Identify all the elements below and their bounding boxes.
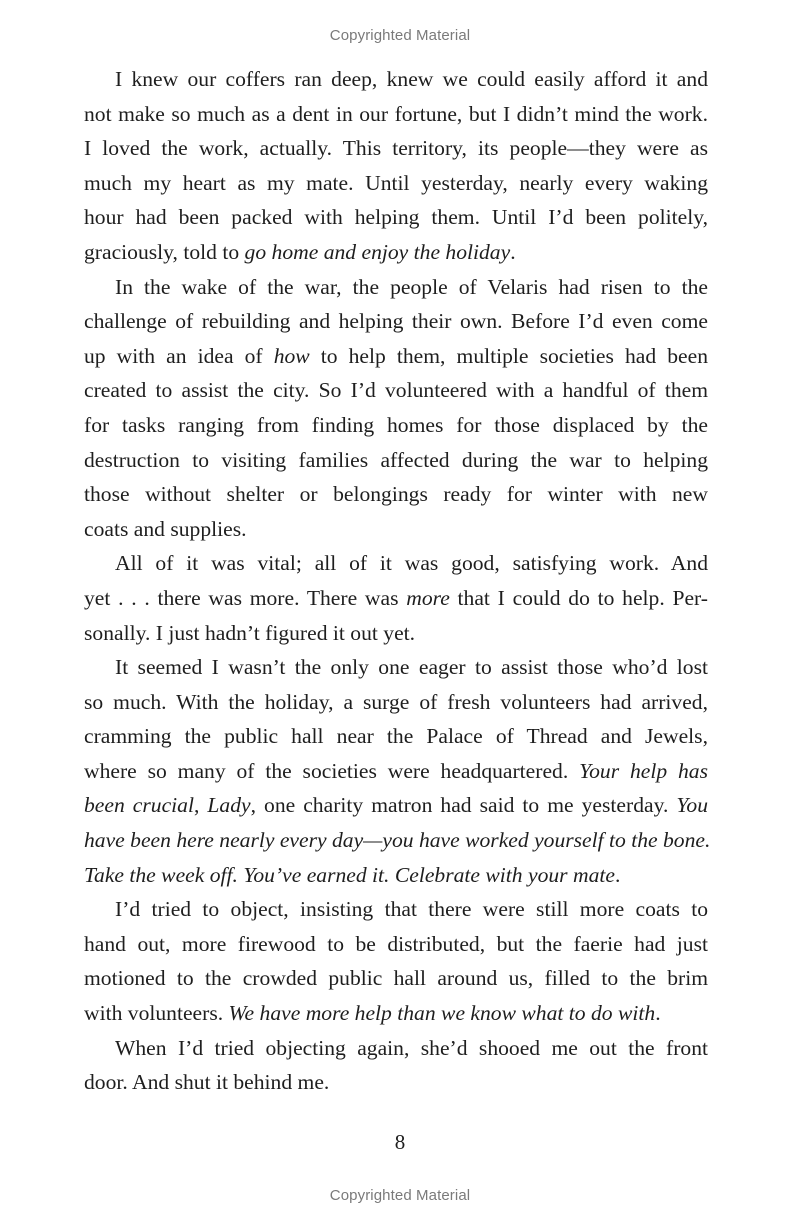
italic-text: You	[676, 793, 709, 818]
text-line	[84, 200, 708, 235]
text-segment: door. And shut it behind me.	[84, 1070, 330, 1095]
text-line	[84, 996, 708, 1031]
text-segment: destruction to visiting families affected during the war to helping	[84, 447, 708, 472]
text-line	[84, 1031, 708, 1066]
text-line	[84, 961, 708, 996]
text-line	[84, 339, 708, 374]
text-segment: sonally. I just hadn’t figured it out yet.	[84, 620, 416, 645]
italic-text: We have more help than we know what to do with	[228, 1001, 656, 1026]
text-line	[84, 97, 708, 132]
page-number: 8	[394, 1130, 406, 1154]
italic-text: Take the week off. You’ve earned it. Celebrate with your mate	[84, 862, 615, 887]
italic-text: how	[273, 343, 310, 368]
text-segment: motioned to the crowded public hall around us, filled to the brim	[84, 966, 708, 991]
text-segment: for tasks ranging from finding homes for those displaced by the	[84, 412, 708, 437]
text-segment: .	[614, 862, 621, 887]
copyright-watermark-bottom: Copyrighted Material	[329, 1187, 471, 1204]
text-line	[84, 858, 708, 893]
text-line	[84, 304, 708, 339]
text-line	[84, 685, 708, 720]
text-segment: yet . . . there was more. There was	[84, 585, 407, 610]
paragraph	[84, 892, 708, 1030]
text-line	[84, 927, 708, 962]
text-line	[84, 719, 708, 754]
text-segment: to help them, multiple societies had been	[309, 343, 709, 368]
text-line	[84, 131, 708, 166]
paragraph	[84, 650, 711, 892]
italic-text: been crucial	[84, 793, 194, 818]
text-segment: coats and supplies.	[84, 516, 247, 541]
paragraph	[84, 546, 708, 650]
text-segment: , one charity matron had said to me yesterday.	[250, 793, 677, 818]
text-segment: In the wake of the war, the people of Velaris had risen to the	[115, 274, 708, 299]
text-line	[84, 512, 708, 547]
text-line	[84, 892, 708, 927]
text-segment: .	[510, 239, 516, 264]
text-line	[84, 408, 708, 443]
text-line	[84, 823, 711, 858]
italic-text: go home and enjoy the holiday	[244, 239, 511, 264]
text-line	[84, 1065, 708, 1100]
text-segment: .	[655, 1001, 661, 1026]
text-segment: graciously, told to	[84, 239, 245, 264]
text-segment: hour had been packed with helping them. Until I’d been politely,	[84, 205, 708, 230]
text-line	[84, 477, 708, 512]
text-line	[84, 166, 708, 201]
page-body-text	[84, 62, 711, 1100]
text-line	[84, 235, 708, 270]
text-line	[84, 616, 708, 651]
text-segment: those without shelter or belongings ready for winter with new	[84, 482, 708, 507]
text-line	[84, 270, 708, 305]
text-line	[84, 546, 708, 581]
italic-text: have been here nearly every day—you have worked yourself to the bone.	[84, 828, 711, 853]
text-segment: not make so much as a dent in our fortune, but I didn’t mind the work.	[84, 101, 708, 126]
text-segment: challenge of rebuilding and helping their own. Before I’d even come	[84, 309, 708, 334]
text-segment: created to assist the city. So I’d volunteered with a handful of them	[84, 378, 708, 403]
text-line	[84, 650, 708, 685]
text-segment: I loved the work, actually. This territory, its people—they were as	[84, 136, 708, 161]
text-line	[84, 62, 708, 97]
text-segment: I knew our coffers ran deep, knew we could easily afford it and	[115, 67, 708, 91]
text-segment: I’d tried to object, insisting that there were still more coats to	[115, 897, 708, 922]
text-segment: cramming the public hall near the Palace of Thread and Jewels,	[84, 724, 708, 749]
text-segment: with volunteers.	[84, 1001, 229, 1026]
text-segment: much my heart as my mate. Until yesterday, nearly every waking	[84, 170, 708, 195]
text-line	[84, 373, 708, 408]
copyright-watermark-top: Copyrighted Material	[329, 27, 471, 44]
paragraph	[84, 62, 708, 270]
text-segment: ,	[193, 793, 208, 818]
text-segment: up with an idea of	[84, 343, 274, 368]
italic-text: Lady	[207, 793, 251, 818]
paragraph	[84, 270, 708, 547]
text-segment: that I could do to help. Per-	[449, 585, 709, 610]
text-segment: It seemed I wasn’t the only one eager to assist those who’d lost	[115, 655, 708, 680]
text-line	[84, 581, 708, 616]
text-line	[84, 443, 708, 478]
text-line	[84, 754, 708, 789]
italic-text: more	[406, 585, 450, 610]
text-segment: so much. With the holiday, a surge of fresh volunteers had arrived,	[84, 689, 708, 714]
italic-text: Your help has	[579, 758, 708, 783]
text-line	[84, 788, 708, 823]
text-segment: All of it was vital; all of it was good, satisfying work. And	[115, 551, 708, 576]
text-segment: hand out, more firewood to be distributed, but the faerie had just	[84, 931, 708, 956]
text-segment: where so many of the societies were headquartered.	[84, 758, 580, 783]
text-segment: When I’d tried objecting again, she’d shooed me out the front	[115, 1035, 708, 1060]
paragraph	[84, 1031, 708, 1100]
